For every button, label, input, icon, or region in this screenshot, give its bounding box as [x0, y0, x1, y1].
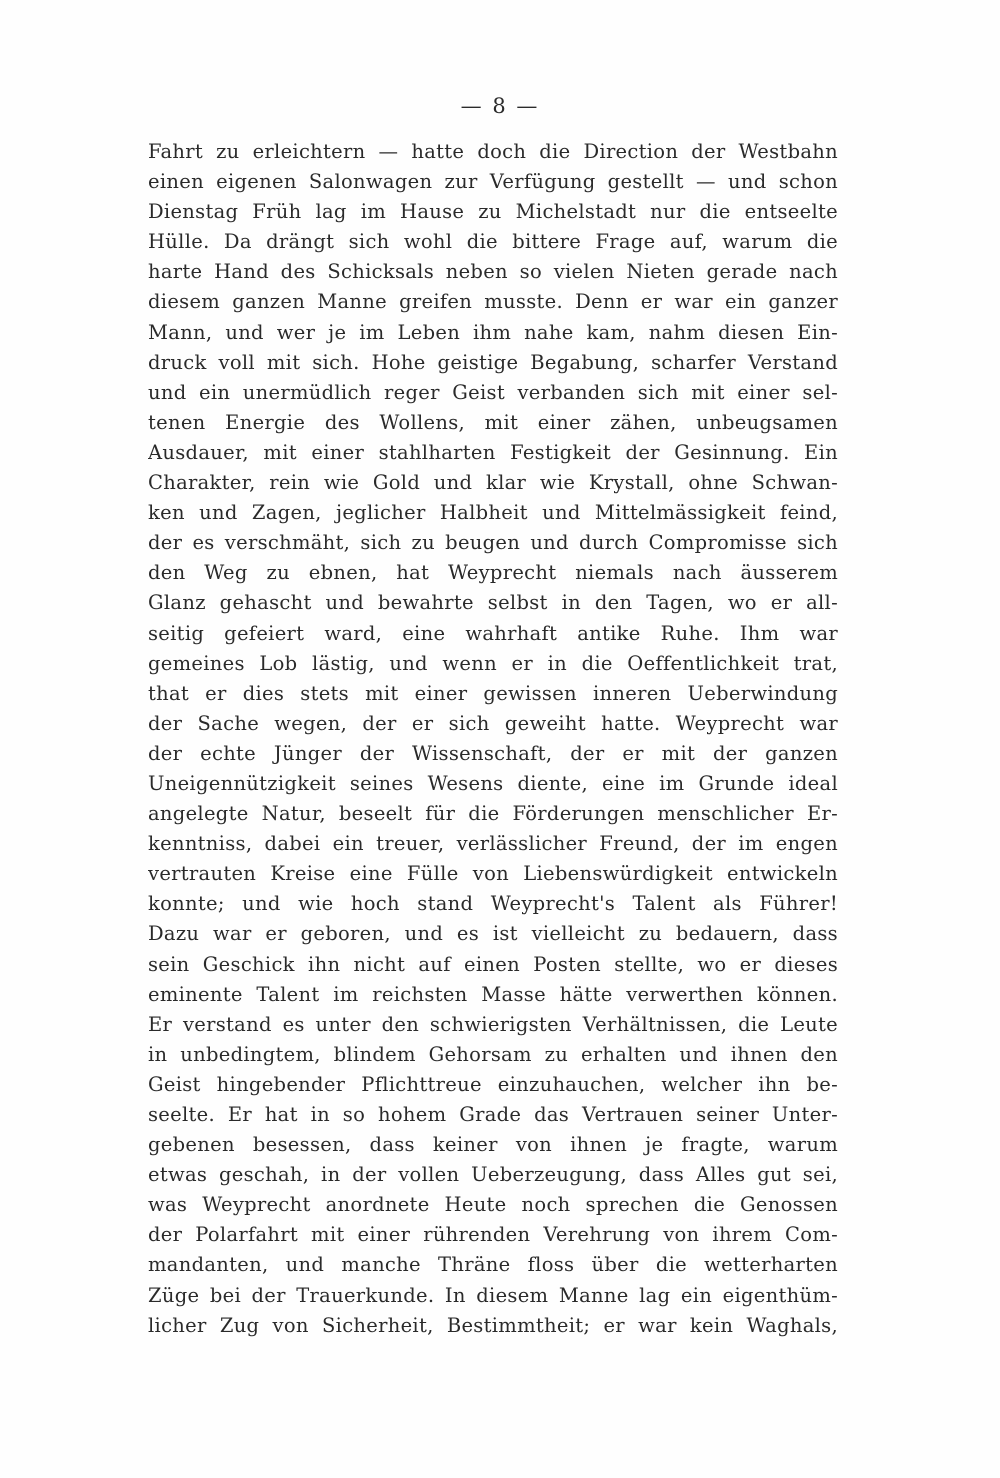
text-line: etwas geschah, in der vollen Ueberzeugung, dass Alles gut sei, — [148, 1163, 838, 1187]
text-line: eminente Talent im reichsten Masse hätte verwerthen können. — [148, 982, 838, 1006]
text-line: konnte; und wie hoch stand Weyprecht's Talent als Führer! — [148, 892, 838, 916]
text-line: licher Zug von Sicherheit, Bestimmtheit; er war kein Waghals, — [148, 1313, 838, 1337]
text-line: der es verschmäht, sich zu beugen und durch Compromisse sich — [148, 531, 838, 555]
text-line: Mann, und wer je im Leben ihm nahe kam, nahm diesen Ein- — [148, 320, 838, 344]
text-line: tenen Energie des Wollens, mit einer zähen, unbeugsamen — [148, 410, 838, 434]
text-line: den Weg zu ebnen, hat Weyprecht niemals nach äusserem — [148, 561, 838, 585]
text-line: that er dies stets mit einer gewissen inneren Ueberwindung — [148, 681, 838, 705]
text-line: Fahrt zu erleichtern — hatte doch die Direction der Westbahn — [148, 140, 838, 163]
text-line: ken und Zagen, jeglicher Halbheit und Mittelmässigkeit feind, — [148, 501, 838, 525]
text-line: gebenen besessen, dass keiner von ihnen je fragte, warum — [148, 1133, 838, 1157]
text-line: Dienstag Früh lag im Hause zu Michelstadt nur die entseelte — [148, 200, 838, 224]
page-number: — 8 — — [460, 94, 540, 118]
text-line: Züge bei der Trauerkunde. In diesem Manne lag ein eigenthüm- — [148, 1283, 838, 1307]
text-line: Hülle. Da drängt sich wohl die bittere Frage auf, warum die — [148, 230, 838, 254]
text-line: seitig gefeiert ward, eine wahrhaft antike Ruhe. Ihm war — [148, 621, 838, 645]
text-line: angelegte Natur, beseelt für die Förderungen menschlicher Er- — [148, 802, 838, 826]
text-line: in unbedingtem, blindem Gehorsam zu erhalten und ihnen den — [148, 1042, 838, 1066]
text-line: sein Geschick ihn nicht auf einen Posten stellte, wo er dieses — [148, 952, 838, 976]
text-line: einen eigenen Salonwagen zur Verfügung gestellt — und schon — [148, 170, 838, 194]
text-line: und ein unermüdlich reger Geist verbanden sich mit einer sel- — [148, 380, 838, 404]
text-line: gemeines Lob lästig, und wenn er in die Oeffentlichkeit trat, — [148, 651, 838, 675]
text-line: der Sache wegen, der er sich geweiht hatte. Weyprecht war — [148, 711, 838, 735]
text-line: kenntniss, dabei ein treuer, verlässlicher Freund, der im engen — [148, 832, 838, 856]
text-line: mandanten, und manche Thräne floss über die wetterharten — [148, 1253, 838, 1277]
text-line: harte Hand des Schicksals neben so vielen Nieten gerade nach — [148, 260, 838, 284]
text-line: Charakter, rein wie Gold und klar wie Krystall, ohne Schwan- — [148, 471, 838, 495]
body-text — [148, 137, 838, 1341]
text-line: vertrauten Kreise eine Fülle von Liebenswürdigkeit entwickeln — [148, 862, 838, 886]
text-line: druck voll mit sich. Hohe geistige Begabung, scharfer Verstand — [148, 350, 838, 374]
text-line: Ausdauer, mit einer stahlharten Festigkeit der Gesinnung. Ein — [148, 440, 838, 464]
text-line: diesem ganzen Manne greifen musste. Denn er war ein ganzer — [148, 290, 838, 314]
text-line: seelte. Er hat in so hohem Grade das Vertrauen seiner Unter- — [148, 1103, 838, 1126]
text-line: Geist hingebender Pflichttreue einzuhauchen, welcher ihn be- — [148, 1072, 838, 1096]
text-line: Glanz gehascht und bewahrte selbst in den Tagen, wo er all- — [148, 591, 838, 615]
text-line: was Weyprecht anordnete Heute noch sprechen die Genossen — [148, 1193, 838, 1217]
text-line: Dazu war er geboren, und es ist vielleicht zu bedauern, dass — [148, 922, 838, 946]
text-line: Uneigennützigkeit seines Wesens diente, eine im Grunde ideal — [148, 771, 838, 795]
text-line: der echte Jünger der Wissenschaft, der er mit der ganzen — [148, 741, 838, 765]
text-line: Er verstand es unter den schwierigsten Verhältnissen, die Leute — [148, 1012, 838, 1036]
text-line: der Polarfahrt mit einer rührenden Verehrung von ihrem Com- — [148, 1223, 838, 1247]
